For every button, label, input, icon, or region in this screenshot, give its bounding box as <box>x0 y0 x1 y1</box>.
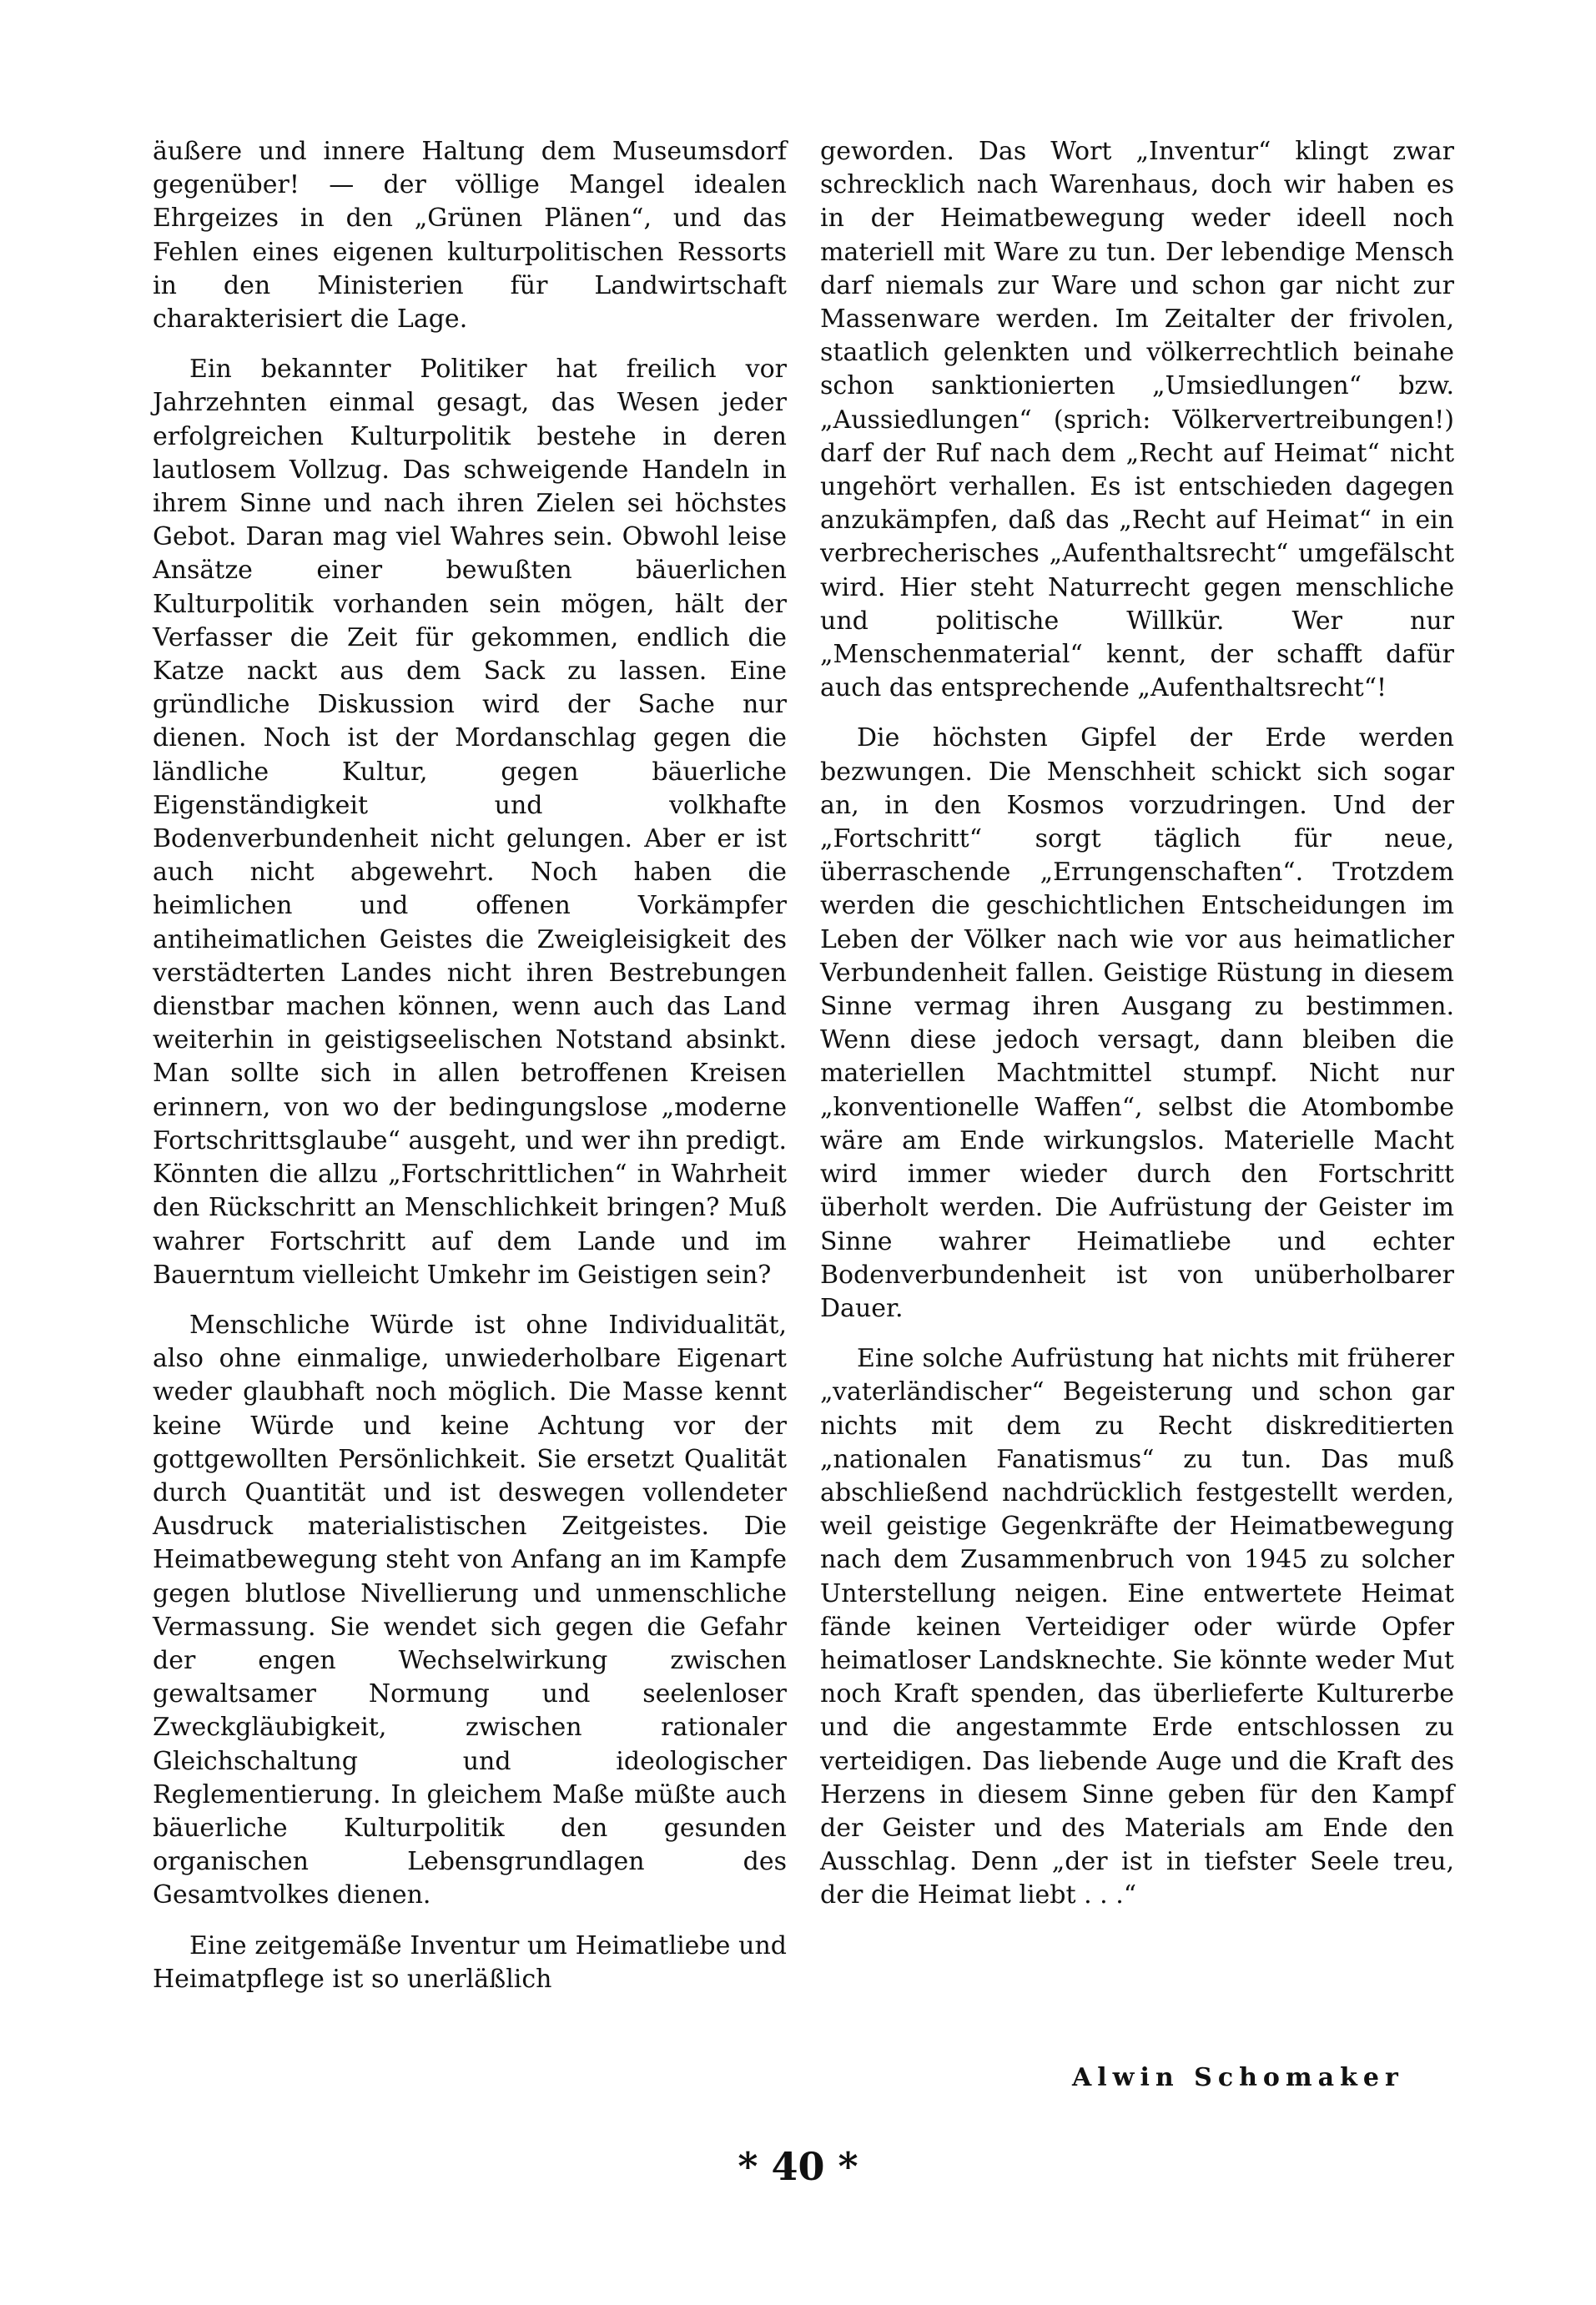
paragraph: geworden. Das Wort „Inventur“ klingt zwar schrecklich nach Warenhaus, doch wir haben es in der Heimatbewegung weder ideell noch materiell mit Ware zu tun. Der lebendige Mensch darf niemals zur Ware und schon gar nicht zur Massenware werden. Im Zeitalter der frivolen, staatlich gelenkten und völkerrechtlich beinahe schon sanktionierten „Umsiedlungen“ bzw. „Aussiedlungen“ (sprich: Völkervertreibungen!) darf der Ruf nach dem „Recht auf Heimat“ nicht ungehört verhallen. Es ist entschieden dagegen anzukämpfen, daß das „Recht auf Heimat“ in ein verbrecherisches „Aufenthaltsrecht“ umgefälscht wird. Hier steht Naturrecht gegen menschliche und politische Willkür. Wer nur „Menschenmaterial“ kennt, der schafft dafür auch das entsprechende „Aufenthaltsrecht“! <box>820 137 1454 703</box>
paragraph: Eine solche Aufrüstung hat nichts mit früherer „vaterländischer“ Begeisterung und schon gar nichts mit dem zu Recht diskreditierten „nationalen Fanatismus“ zu tun. Das muß abschließend nachdrücklich festgestellt werden, weil geistige Gegenkräfte der Heimatbewegung nach dem Zusammenbruch von 1945 zu solcher Unterstellung neigen. Eine entwertete Heimat fände keinen Verteidiger oder würde Opfer heimatloser Landsknechte. Sie könnte weder Mut noch Kraft spenden, das überlieferte Kulturerbe und die angestammte Erde entschlossen zu verteidigen. Das liebende Auge und die Kraft des Herzens in diesem Sinne geben für den Kampf der Geister und des Materials am Ende den Ausschlag. Denn „der ist in tiefster Seele treu, der die Heimat liebt . . .“ <box>820 1344 1454 1910</box>
page-number: * 40 * <box>738 2144 858 2189</box>
paragraph: Menschliche Würde ist ohne Individualität, also ohne einmalige, unwiederholbare Eigenart weder glaubhaft noch möglich. Die Masse kennt keine Würde und keine Achtung vor der gottgewollten Persönlichkeit. Sie ersetzt Qualität durch Quantität und ist deswegen vollendeter Ausdruck materialistischen Zeitgeistes. Die Heimatbewegung steht von Anfang an im Kampfe gegen blutlose Nivellierung und unmenschliche Vermassung. Sie wendet sich gegen die Gefahr der engen Wechselwirkung zwischen gewaltsamer Normung und seelenloser Zweckgläubigkeit, zwischen rationaler Gleichschaltung und ideologischer Reglementierung. In gleichem Maße müßte auch bäuerliche Kulturpolitik den gesunden organischen Lebensgrundlagen des Gesamtvolkes dienen. <box>153 1310 787 1910</box>
right-column <box>820 135 1454 1913</box>
paragraph: Die höchsten Gipfel der Erde werden bezwungen. Die Menschheit schickt sich sogar an, in den Kosmos vorzudringen. Und der „Fortschritt“ sorgt täglich für neue, überraschende „Errungenschaften“. Trotzdem werden die geschichtlichen Entscheidungen im Leben der Völker nach wie vor aus heimatlicher Verbundenheit fallen. Geistige Rüstung in diesem Sinne vermag ihren Ausgang zu bestimmen. Wenn diese jedoch versagt, dann bleiben die materiellen Machtmittel stumpf. Nicht nur „konventionelle Waffen“, selbst die Atombombe wäre am Ende wirkungslos. Materielle Macht wird immer wieder durch den Fortschritt überholt werden. Die Aufrüstung der Geister im Sinne wahrer Heimatliebe und echter Bodenverbundenheit ist von unüberholbarer Dauer. <box>820 723 1454 1323</box>
paragraph: Eine zeitgemäße Inventur um Heimatliebe und Heimatpflege ist so unerläßlich <box>153 1930 787 1994</box>
left-column <box>153 135 787 1996</box>
paragraph: Ein bekannter Politiker hat freilich vor Jahrzehnten einmal gesagt, das Wesen jeder erfolgreichen Kulturpolitik bestehe in deren lautlosem Vollzug. Das schweigende Handeln in ihrem Sinne und nach ihren Zielen sei höchstes Gebot. Daran mag viel Wahres sein. Obwohl leise Ansätze einer bewußten bäuerlichen Kulturpolitik vorhanden sein mögen, hält der Verfasser die Zeit für gekommen, endlich die Katze nackt aus dem Sack zu lassen. Eine gründliche Diskussion wird der Sache nur dienen. Noch ist der Mordanschlag gegen die ländliche Kultur, gegen bäuerliche Eigenständigkeit und volkhafte Bodenverbundenheit nicht gelungen. Aber er ist auch nicht abgewehrt. Noch haben die heimlichen und offenen Vorkämpfer antiheimatlichen Geistes die Zweigleisigkeit des verstädterten Landes nicht ihren Bestrebungen dienstbar machen können, wenn auch das Land weiterhin in geistigseelischen Notstand absinkt. Man sollte sich in allen betroffenen Kreisen erinnern, von wo der bedingungslose „moderne Fortschrittsglaube“ ausgeht, und wer ihn predigt. Könnten die allzu „Fortschrittlichen“ in Wahrheit den Rückschritt an Menschlichkeit bringen? Muß wahrer Fortschritt auf dem Lande und im Bauerntum vielleicht Umkehr im Geistigen sein? <box>153 355 787 1290</box>
author-signature: Alwin Schomaker <box>1072 2063 1404 2092</box>
paragraph: äußere und innere Haltung dem Museumsdorf gegenüber! — der völlige Mangel idealen Ehrgeizes in den „Grünen Plänen“, und das Fehlen eines eigenen kulturpolitischen Ressorts in den Ministerien für Landwirtschaft charakterisiert die Lage. <box>153 137 787 335</box>
